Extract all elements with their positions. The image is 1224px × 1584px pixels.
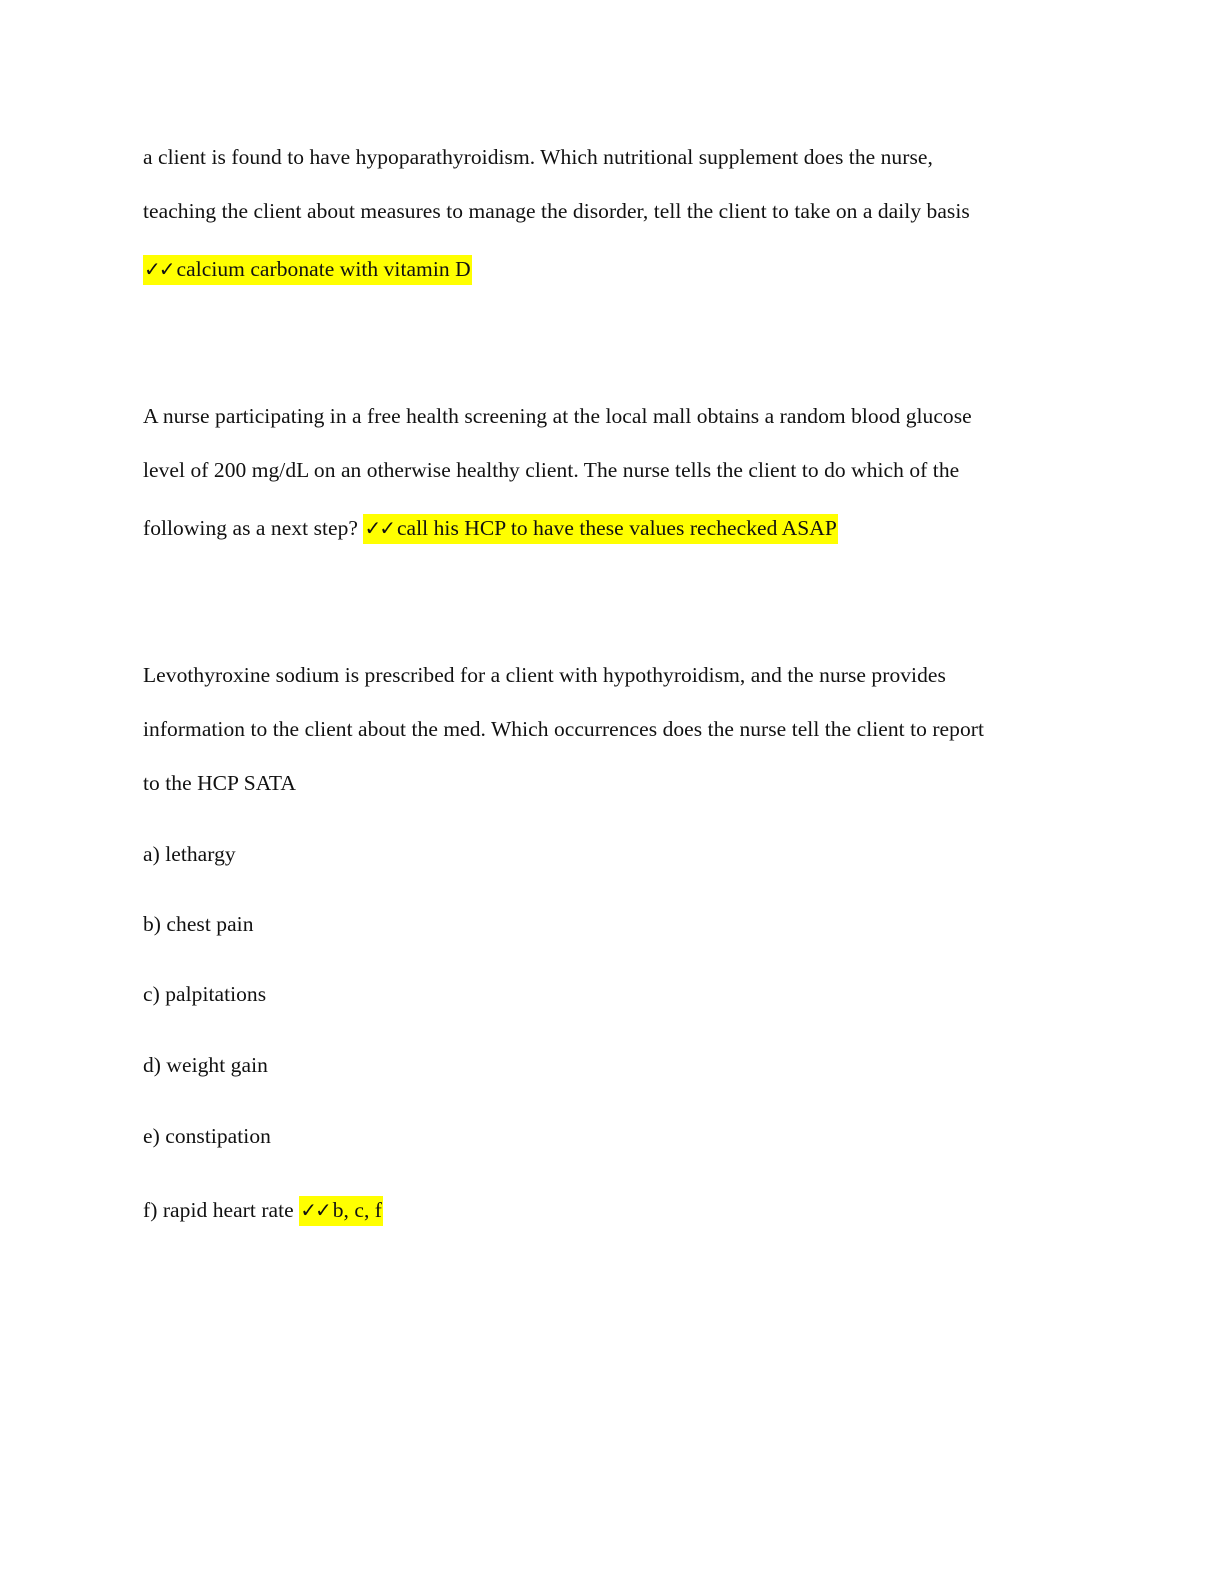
question-2-answer-line (143, 513, 838, 543)
question-3-line-2: information to the client about the med. Which occurrences does the nurse tell the client to report (143, 717, 984, 741)
answer-highlight (143, 255, 472, 285)
answer-highlight (299, 1196, 383, 1226)
question-2-line-1: A nurse participating in a free health screening at the local mall obtains a random blood glucose (143, 404, 972, 428)
answer-prefix: following as a next step? (143, 516, 359, 540)
option-e: e) constipation (143, 1124, 271, 1148)
double-check-icon: ✓✓ (300, 1198, 330, 1222)
answer-text: calcium carbonate with vitamin D (176, 257, 471, 281)
answer-text: b, c, f (332, 1198, 383, 1222)
question-3-answer-line (143, 1195, 383, 1225)
option-a: a) lethargy (143, 842, 236, 866)
double-check-icon: ✓✓ (364, 516, 394, 540)
option-d: d) weight gain (143, 1053, 268, 1077)
option-b: b) chest pain (143, 912, 254, 936)
question-2-line-2: level of 200 mg/dL on an otherwise healthy client. The nurse tells the client to do which of the (143, 458, 960, 482)
question-3-line-3: to the HCP SATA (143, 771, 296, 795)
answer-highlight (363, 514, 837, 544)
question-1-line-2: teaching the client about measures to manage the disorder, tell the client to take on a daily basis (143, 199, 970, 223)
question-1-answer-line (143, 254, 472, 284)
question-3-line-1: Levothyroxine sodium is prescribed for a client with hypothyroidism, and the nurse provides (143, 663, 946, 687)
double-check-icon: ✓✓ (144, 257, 174, 281)
option-c: c) palpitations (143, 982, 267, 1006)
option-f: f) rapid heart rate (143, 1198, 294, 1222)
answer-text: call his HCP to have these values rechecked ASAP (396, 516, 837, 540)
question-1-line-1: a client is found to have hypoparathyroidism. Which nutritional supplement does the nurse, (143, 145, 933, 169)
